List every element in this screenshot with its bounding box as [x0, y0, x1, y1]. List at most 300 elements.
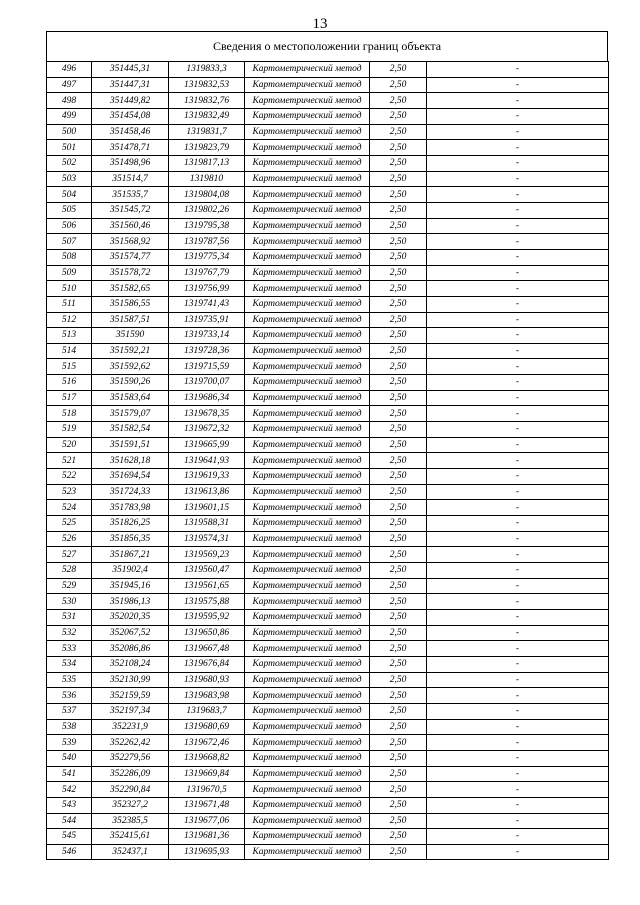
table-row: [47, 265, 609, 281]
table-row: [47, 406, 609, 422]
y-coordinate-cell: 1319601,15: [169, 500, 245, 516]
x-coordinate-cell: 351586,55: [92, 296, 169, 312]
description-cell: -: [427, 77, 609, 93]
x-coordinate-cell: 352067,52: [92, 625, 169, 641]
point-number-cell: 513: [47, 328, 92, 344]
table-row: [47, 124, 609, 140]
y-coordinate-cell: 1319680,69: [169, 719, 245, 735]
point-number-cell: 516: [47, 375, 92, 391]
y-coordinate-cell: 1319677,06: [169, 813, 245, 829]
point-number-cell: 527: [47, 547, 92, 563]
description-cell: -: [427, 656, 609, 672]
description-cell: -: [427, 359, 609, 375]
x-coordinate-cell: 351592,21: [92, 343, 169, 359]
y-coordinate-cell: 1319810: [169, 171, 245, 187]
point-number-cell: 524: [47, 500, 92, 516]
accuracy-cell: 2,50: [370, 375, 427, 391]
accuracy-cell: 2,50: [370, 202, 427, 218]
point-number-cell: 533: [47, 641, 92, 657]
table-row: [47, 563, 609, 579]
description-cell: -: [427, 688, 609, 704]
coordinates-table: [46, 61, 609, 860]
y-coordinate-cell: 1319733,14: [169, 328, 245, 344]
method-cell: Картометрический метод: [245, 829, 370, 845]
table-row: [47, 187, 609, 203]
accuracy-cell: 2,50: [370, 422, 427, 438]
x-coordinate-cell: 352327,2: [92, 797, 169, 813]
method-cell: Картометрический метод: [245, 797, 370, 813]
point-number-cell: 531: [47, 609, 92, 625]
y-coordinate-cell: 1319831,7: [169, 124, 245, 140]
method-cell: Картометрический метод: [245, 108, 370, 124]
accuracy-cell: 2,50: [370, 249, 427, 265]
table-row: [47, 234, 609, 250]
x-coordinate-cell: 351445,31: [92, 62, 169, 78]
accuracy-cell: 2,50: [370, 500, 427, 516]
description-cell: -: [427, 296, 609, 312]
table-row: [47, 140, 609, 156]
description-cell: -: [427, 797, 609, 813]
y-coordinate-cell: 1319613,86: [169, 484, 245, 500]
method-cell: Картометрический метод: [245, 609, 370, 625]
description-cell: -: [427, 375, 609, 391]
y-coordinate-cell: 1319676,84: [169, 656, 245, 672]
description-cell: -: [427, 750, 609, 766]
description-cell: -: [427, 594, 609, 610]
y-coordinate-cell: 1319823,79: [169, 140, 245, 156]
x-coordinate-cell: 351458,46: [92, 124, 169, 140]
description-cell: -: [427, 703, 609, 719]
method-cell: Картометрический метод: [245, 265, 370, 281]
description-cell: -: [427, 641, 609, 657]
x-coordinate-cell: 352197,34: [92, 703, 169, 719]
accuracy-cell: 2,50: [370, 312, 427, 328]
method-cell: Картометрический метод: [245, 735, 370, 751]
x-coordinate-cell: 351592,62: [92, 359, 169, 375]
description-cell: -: [427, 782, 609, 798]
table-row: [47, 296, 609, 312]
accuracy-cell: 2,50: [370, 578, 427, 594]
accuracy-cell: 2,50: [370, 531, 427, 547]
point-number-cell: 496: [47, 62, 92, 78]
description-cell: -: [427, 390, 609, 406]
point-number-cell: 525: [47, 516, 92, 532]
description-cell: -: [427, 328, 609, 344]
method-cell: Картометрический метод: [245, 140, 370, 156]
y-coordinate-cell: 1319667,48: [169, 641, 245, 657]
table-row: [47, 688, 609, 704]
x-coordinate-cell: 351568,92: [92, 234, 169, 250]
x-coordinate-cell: 351582,54: [92, 422, 169, 438]
table-row: [47, 578, 609, 594]
point-number-cell: 499: [47, 108, 92, 124]
description-cell: -: [427, 719, 609, 735]
method-cell: Картометрический метод: [245, 62, 370, 78]
x-coordinate-cell: 351867,21: [92, 547, 169, 563]
method-cell: Картометрический метод: [245, 187, 370, 203]
description-cell: -: [427, 500, 609, 516]
point-number-cell: 526: [47, 531, 92, 547]
point-number-cell: 507: [47, 234, 92, 250]
accuracy-cell: 2,50: [370, 844, 427, 860]
y-coordinate-cell: 1319669,84: [169, 766, 245, 782]
table-row: [47, 844, 609, 860]
accuracy-cell: 2,50: [370, 265, 427, 281]
point-number-cell: 543: [47, 797, 92, 813]
table-row: [47, 829, 609, 845]
x-coordinate-cell: 351449,82: [92, 93, 169, 109]
page-number: 13: [312, 16, 328, 32]
x-coordinate-cell: 351945,16: [92, 578, 169, 594]
x-coordinate-cell: 352437,1: [92, 844, 169, 860]
y-coordinate-cell: 1319795,38: [169, 218, 245, 234]
y-coordinate-cell: 1319832,53: [169, 77, 245, 93]
table-row: [47, 375, 609, 391]
method-cell: Картометрический метод: [245, 688, 370, 704]
table-row: [47, 469, 609, 485]
y-coordinate-cell: 1319670,5: [169, 782, 245, 798]
table-row: [47, 594, 609, 610]
table-row: [47, 625, 609, 641]
method-cell: Картометрический метод: [245, 312, 370, 328]
point-number-cell: 539: [47, 735, 92, 751]
x-coordinate-cell: 352108,24: [92, 656, 169, 672]
method-cell: Картометрический метод: [245, 656, 370, 672]
description-cell: -: [427, 124, 609, 140]
description-cell: -: [427, 187, 609, 203]
x-coordinate-cell: 351578,72: [92, 265, 169, 281]
point-number-cell: 497: [47, 77, 92, 93]
table-row: [47, 797, 609, 813]
y-coordinate-cell: 1319700,07: [169, 375, 245, 391]
method-cell: Картометрический метод: [245, 672, 370, 688]
y-coordinate-cell: 1319775,34: [169, 249, 245, 265]
point-number-cell: 498: [47, 93, 92, 109]
y-coordinate-cell: 1319832,76: [169, 93, 245, 109]
accuracy-cell: 2,50: [370, 641, 427, 657]
point-number-cell: 503: [47, 171, 92, 187]
x-coordinate-cell: 351783,98: [92, 500, 169, 516]
method-cell: Картометрический метод: [245, 328, 370, 344]
method-cell: Картометрический метод: [245, 234, 370, 250]
method-cell: Картометрический метод: [245, 202, 370, 218]
table-row: [47, 813, 609, 829]
table-row: [47, 108, 609, 124]
table-row: [47, 766, 609, 782]
method-cell: Картометрический метод: [245, 437, 370, 453]
accuracy-cell: 2,50: [370, 688, 427, 704]
table-row: [47, 703, 609, 719]
x-coordinate-cell: 352086,86: [92, 641, 169, 657]
point-number-cell: 546: [47, 844, 92, 860]
table-row: [47, 312, 609, 328]
y-coordinate-cell: 1319767,79: [169, 265, 245, 281]
x-coordinate-cell: 351986,13: [92, 594, 169, 610]
table-row: [47, 343, 609, 359]
table-row: [47, 656, 609, 672]
accuracy-cell: 2,50: [370, 343, 427, 359]
accuracy-cell: 2,50: [370, 108, 427, 124]
accuracy-cell: 2,50: [370, 437, 427, 453]
x-coordinate-cell: 352020,35: [92, 609, 169, 625]
description-cell: -: [427, 672, 609, 688]
description-cell: -: [427, 422, 609, 438]
table-row: [47, 750, 609, 766]
accuracy-cell: 2,50: [370, 140, 427, 156]
description-cell: -: [427, 281, 609, 297]
table-row: [47, 359, 609, 375]
table-row: [47, 547, 609, 563]
point-number-cell: 504: [47, 187, 92, 203]
x-coordinate-cell: 352290,84: [92, 782, 169, 798]
method-cell: Картометрический метод: [245, 422, 370, 438]
x-coordinate-cell: 352231,9: [92, 719, 169, 735]
x-coordinate-cell: 351574,77: [92, 249, 169, 265]
accuracy-cell: 2,50: [370, 547, 427, 563]
description-cell: -: [427, 813, 609, 829]
x-coordinate-cell: 351454,08: [92, 108, 169, 124]
table-row: [47, 77, 609, 93]
method-cell: Картометрический метод: [245, 782, 370, 798]
method-cell: Картометрический метод: [245, 281, 370, 297]
y-coordinate-cell: 1319665,99: [169, 437, 245, 453]
description-cell: -: [427, 62, 609, 78]
point-number-cell: 523: [47, 484, 92, 500]
method-cell: Картометрический метод: [245, 390, 370, 406]
point-number-cell: 530: [47, 594, 92, 610]
method-cell: Картометрический метод: [245, 155, 370, 171]
table-row: [47, 93, 609, 109]
x-coordinate-cell: 351535,7: [92, 187, 169, 203]
method-cell: Картометрический метод: [245, 249, 370, 265]
accuracy-cell: 2,50: [370, 797, 427, 813]
accuracy-cell: 2,50: [370, 516, 427, 532]
description-cell: -: [427, 202, 609, 218]
x-coordinate-cell: 351478,71: [92, 140, 169, 156]
x-coordinate-cell: 351545,72: [92, 202, 169, 218]
point-number-cell: 519: [47, 422, 92, 438]
x-coordinate-cell: 351826,25: [92, 516, 169, 532]
method-cell: Картометрический метод: [245, 578, 370, 594]
method-cell: Картометрический метод: [245, 766, 370, 782]
table-row: [47, 782, 609, 798]
description-cell: -: [427, 578, 609, 594]
accuracy-cell: 2,50: [370, 218, 427, 234]
x-coordinate-cell: 351579,07: [92, 406, 169, 422]
point-number-cell: 532: [47, 625, 92, 641]
y-coordinate-cell: 1319715,59: [169, 359, 245, 375]
table-row: [47, 500, 609, 516]
method-cell: Картометрический метод: [245, 844, 370, 860]
table-row: [47, 249, 609, 265]
table-row: [47, 62, 609, 78]
y-coordinate-cell: 1319681,36: [169, 829, 245, 845]
y-coordinate-cell: 1319833,3: [169, 62, 245, 78]
point-number-cell: 517: [47, 390, 92, 406]
method-cell: Картометрический метод: [245, 594, 370, 610]
point-number-cell: 528: [47, 563, 92, 579]
method-cell: Картометрический метод: [245, 813, 370, 829]
y-coordinate-cell: 1319802,26: [169, 202, 245, 218]
point-number-cell: 502: [47, 155, 92, 171]
description-cell: -: [427, 844, 609, 860]
x-coordinate-cell: 352385,5: [92, 813, 169, 829]
table-row: [47, 328, 609, 344]
description-cell: -: [427, 609, 609, 625]
point-number-cell: 522: [47, 469, 92, 485]
x-coordinate-cell: 351582,65: [92, 281, 169, 297]
x-coordinate-cell: 351856,35: [92, 531, 169, 547]
method-cell: Картометрический метод: [245, 516, 370, 532]
accuracy-cell: 2,50: [370, 359, 427, 375]
method-cell: Картометрический метод: [245, 375, 370, 391]
table-row: [47, 641, 609, 657]
accuracy-cell: 2,50: [370, 484, 427, 500]
table-row: [47, 155, 609, 171]
table-row: [47, 516, 609, 532]
accuracy-cell: 2,50: [370, 563, 427, 579]
accuracy-cell: 2,50: [370, 750, 427, 766]
method-cell: Картометрический метод: [245, 703, 370, 719]
method-cell: Картометрический метод: [245, 750, 370, 766]
point-number-cell: 537: [47, 703, 92, 719]
description-cell: -: [427, 93, 609, 109]
accuracy-cell: 2,50: [370, 609, 427, 625]
accuracy-cell: 2,50: [370, 813, 427, 829]
point-number-cell: 506: [47, 218, 92, 234]
point-number-cell: 511: [47, 296, 92, 312]
method-cell: Картометрический метод: [245, 77, 370, 93]
y-coordinate-cell: 1319561,65: [169, 578, 245, 594]
table-row: [47, 453, 609, 469]
point-number-cell: 544: [47, 813, 92, 829]
method-cell: Картометрический метод: [245, 719, 370, 735]
x-coordinate-cell: 351590,26: [92, 375, 169, 391]
y-coordinate-cell: 1319695,93: [169, 844, 245, 860]
y-coordinate-cell: 1319787,56: [169, 234, 245, 250]
y-coordinate-cell: 1319569,23: [169, 547, 245, 563]
table-row: [47, 281, 609, 297]
method-cell: Картометрический метод: [245, 469, 370, 485]
accuracy-cell: 2,50: [370, 766, 427, 782]
boundary-table: [46, 31, 608, 860]
y-coordinate-cell: 1319595,92: [169, 609, 245, 625]
x-coordinate-cell: 351724,33: [92, 484, 169, 500]
accuracy-cell: 2,50: [370, 719, 427, 735]
method-cell: Картометрический метод: [245, 500, 370, 516]
x-coordinate-cell: 352159,59: [92, 688, 169, 704]
description-cell: -: [427, 563, 609, 579]
point-number-cell: 520: [47, 437, 92, 453]
x-coordinate-cell: 351628,18: [92, 453, 169, 469]
point-number-cell: 541: [47, 766, 92, 782]
x-coordinate-cell: 351498,96: [92, 155, 169, 171]
accuracy-cell: 2,50: [370, 93, 427, 109]
method-cell: Картометрический метод: [245, 171, 370, 187]
x-coordinate-cell: 351447,31: [92, 77, 169, 93]
accuracy-cell: 2,50: [370, 234, 427, 250]
table-row: [47, 719, 609, 735]
table-row: [47, 609, 609, 625]
description-cell: -: [427, 484, 609, 500]
table-row: [47, 735, 609, 751]
method-cell: Картометрический метод: [245, 547, 370, 563]
table-body: [47, 62, 609, 860]
point-number-cell: 501: [47, 140, 92, 156]
table-row: [47, 218, 609, 234]
description-cell: -: [427, 469, 609, 485]
table-row: [47, 171, 609, 187]
y-coordinate-cell: 1319574,31: [169, 531, 245, 547]
y-coordinate-cell: 1319741,43: [169, 296, 245, 312]
y-coordinate-cell: 1319735,91: [169, 312, 245, 328]
description-cell: -: [427, 735, 609, 751]
y-coordinate-cell: 1319588,31: [169, 516, 245, 532]
table-row: [47, 484, 609, 500]
accuracy-cell: 2,50: [370, 594, 427, 610]
y-coordinate-cell: 1319650,86: [169, 625, 245, 641]
y-coordinate-cell: 1319575,88: [169, 594, 245, 610]
description-cell: -: [427, 453, 609, 469]
point-number-cell: 540: [47, 750, 92, 766]
y-coordinate-cell: 1319817,13: [169, 155, 245, 171]
section-title: Сведения о местоположении границ объекта: [46, 31, 608, 61]
point-number-cell: 518: [47, 406, 92, 422]
description-cell: -: [427, 531, 609, 547]
accuracy-cell: 2,50: [370, 406, 427, 422]
point-number-cell: 536: [47, 688, 92, 704]
accuracy-cell: 2,50: [370, 296, 427, 312]
method-cell: Картометрический метод: [245, 218, 370, 234]
description-cell: -: [427, 766, 609, 782]
description-cell: -: [427, 218, 609, 234]
accuracy-cell: 2,50: [370, 390, 427, 406]
point-number-cell: 535: [47, 672, 92, 688]
description-cell: -: [427, 516, 609, 532]
y-coordinate-cell: 1319641,93: [169, 453, 245, 469]
description-cell: -: [427, 171, 609, 187]
accuracy-cell: 2,50: [370, 469, 427, 485]
point-number-cell: 505: [47, 202, 92, 218]
x-coordinate-cell: 351583,64: [92, 390, 169, 406]
x-coordinate-cell: 351560,46: [92, 218, 169, 234]
accuracy-cell: 2,50: [370, 829, 427, 845]
accuracy-cell: 2,50: [370, 171, 427, 187]
accuracy-cell: 2,50: [370, 656, 427, 672]
point-number-cell: 500: [47, 124, 92, 140]
description-cell: -: [427, 312, 609, 328]
x-coordinate-cell: 352262,42: [92, 735, 169, 751]
method-cell: Картометрический метод: [245, 406, 370, 422]
x-coordinate-cell: 352415,61: [92, 829, 169, 845]
x-coordinate-cell: 352279,56: [92, 750, 169, 766]
table-row: [47, 437, 609, 453]
point-number-cell: 508: [47, 249, 92, 265]
point-number-cell: 538: [47, 719, 92, 735]
point-number-cell: 521: [47, 453, 92, 469]
method-cell: Картометрический метод: [245, 641, 370, 657]
method-cell: Картометрический метод: [245, 359, 370, 375]
accuracy-cell: 2,50: [370, 155, 427, 171]
description-cell: -: [427, 829, 609, 845]
description-cell: -: [427, 140, 609, 156]
accuracy-cell: 2,50: [370, 703, 427, 719]
description-cell: -: [427, 625, 609, 641]
x-coordinate-cell: 352286,09: [92, 766, 169, 782]
method-cell: Картометрический метод: [245, 625, 370, 641]
method-cell: Картометрический метод: [245, 531, 370, 547]
description-cell: -: [427, 547, 609, 563]
